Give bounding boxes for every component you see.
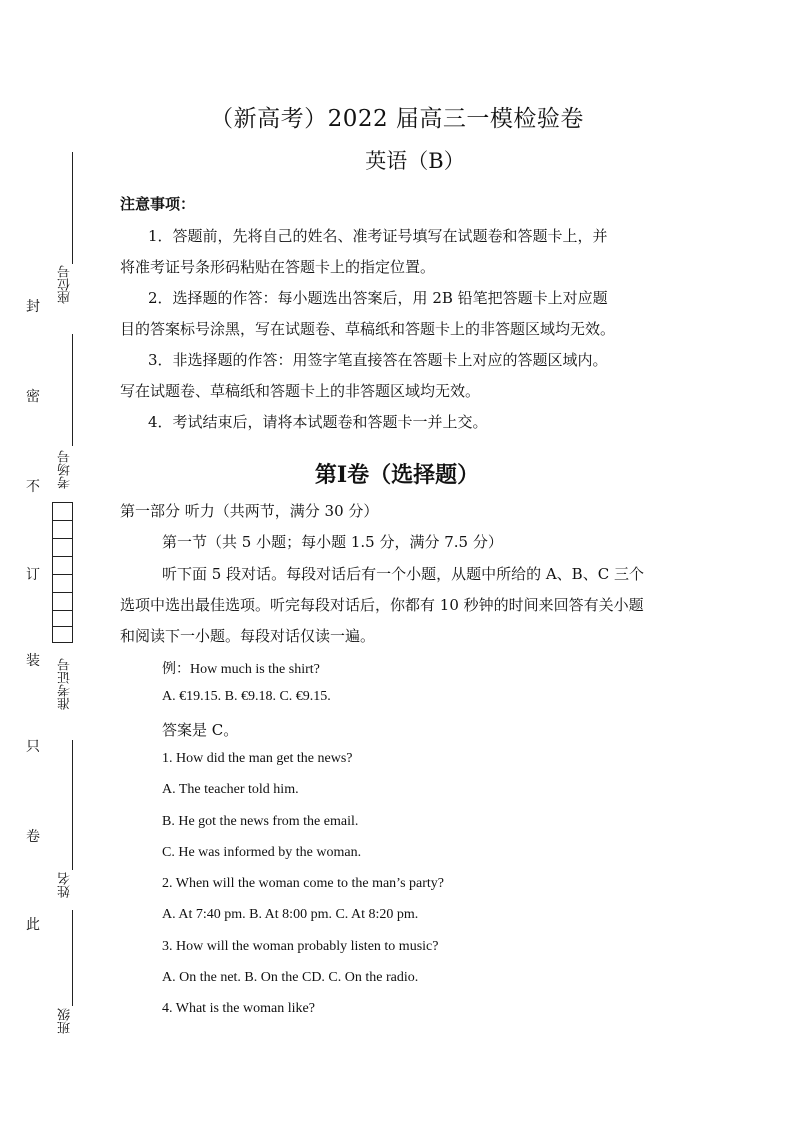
admission-line xyxy=(72,740,73,870)
seal-char: 密 xyxy=(26,389,40,405)
seal-char: 此 xyxy=(26,917,40,933)
seal-char: 卷 xyxy=(26,829,40,845)
question-line: 1. How did the man get the news? xyxy=(162,751,353,766)
instruction-line: 和阅读下一小题。每段对话仅读一遍。 xyxy=(120,627,376,645)
exam-title: （新高考）2022 届高三一模检验卷 xyxy=(210,106,584,132)
option-line: C. He was informed by the woman. xyxy=(162,845,362,860)
question-line: 4. What is the woman like? xyxy=(162,1001,315,1016)
seal-char: 不 xyxy=(26,479,40,495)
seal-char: 封 xyxy=(26,299,40,315)
instruction-line: 选项中选出最佳选项。听完每段对话后，你都有 10 秒钟的时间来回答有关小题 xyxy=(120,596,644,614)
option-line: A. The teacher told him. xyxy=(162,782,299,797)
example-options: A. €19.15. B. €9.18. C. €9.15. xyxy=(162,689,331,704)
note-line: 写在试题卷、草稿纸和答题卡上的非答题区域均无效。 xyxy=(120,382,481,400)
option-line: A. At 7:40 pm. B. At 8:00 pm. C. At 8:20 pm. xyxy=(162,907,419,922)
admission-number-label: 准考证号 xyxy=(58,658,73,710)
seal-char: 订 xyxy=(26,567,40,583)
note-line: 将准考证号条形码粘贴在答题卡上的指定位置。 xyxy=(120,258,436,276)
name-label: 姓名 xyxy=(58,872,73,898)
seal-char: 只 xyxy=(26,739,40,755)
subpart-heading: 第一节（共 5 小题；每小题 1.5 分，满分 7.5 分） xyxy=(162,533,503,551)
section-title: 第Ⅰ卷（选择题） xyxy=(314,462,480,488)
note-line: 1．答题前，先将自己的姓名、准考证号填写在试题卷和答题卡上，并 xyxy=(148,227,608,245)
notes-heading: 注意事项： xyxy=(120,195,196,213)
option-line: A. On the net. B. On the CD. C. On the radio. xyxy=(162,970,419,985)
exam-room-line xyxy=(72,334,73,446)
exam-subtitle: 英语（B） xyxy=(365,149,465,173)
note-line: 目的答案标号涂黑，写在试题卷、草稿纸和答题卡上的非答题区域均无效。 xyxy=(120,320,616,338)
class-label: 班级 xyxy=(58,1008,73,1034)
question-line: 3. How will the woman probably listen to music? xyxy=(162,939,439,954)
question-line: 2. When will the woman come to the man’s party? xyxy=(162,876,445,891)
seal-char: 装 xyxy=(26,653,40,669)
part-heading: 第一部分 听力（共两节，满分 30 分） xyxy=(120,502,379,520)
example-question: 例：How much is the shirt? xyxy=(162,662,320,677)
exam-room-label: 考场号 xyxy=(58,450,73,489)
example-answer: 答案是 C。 xyxy=(162,721,239,739)
seat-number-label: 座位号 xyxy=(58,265,73,304)
note-line: 4．考试结束后，请将本试题卷和答题卡一并上交。 xyxy=(148,413,488,431)
instruction-line: 听下面 5 段对话。每段对话后有一个小题，从题中所给的 A、B、C 三个 xyxy=(162,565,644,583)
option-line: B. He got the news from the email. xyxy=(162,814,359,829)
name-line xyxy=(72,910,73,1006)
note-line: 2．选择题的作答：每小题选出答案后，用 2B 铅笔把答题卡上对应题 xyxy=(148,289,608,307)
note-line: 3．非选择题的作答：用签字笔直接答在答题卡上对应的答题区域内。 xyxy=(148,351,608,369)
